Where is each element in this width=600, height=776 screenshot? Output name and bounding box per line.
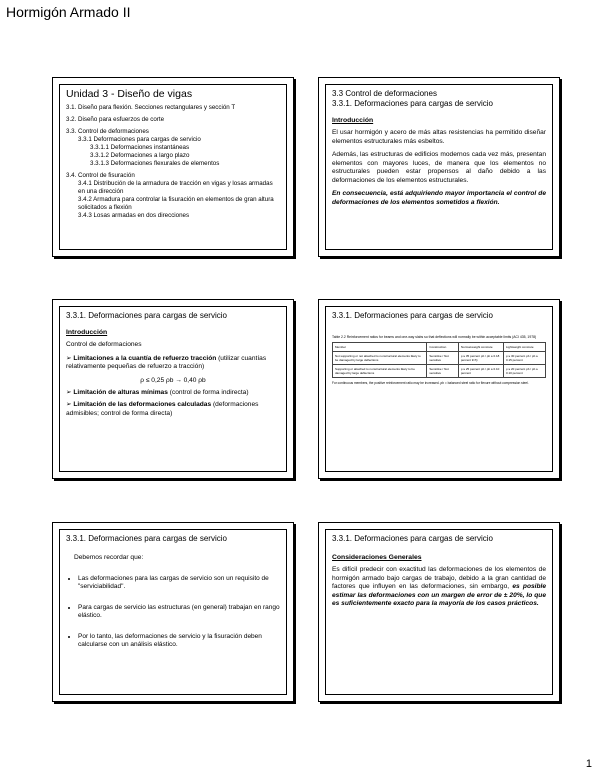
slide-content (325, 529, 553, 695)
table-cell: ρ ≤ 35 percent ρb / ρb ≤ 0.18 percent fc'/fy (458, 352, 503, 365)
toc-item: 3.3.1.2 Deformaciones a largo plazo (90, 152, 190, 159)
bullet-item (66, 401, 280, 418)
paragraph: Además, las estructuras de edificios modernos cada vez más, presentan elementos con mayores luces, de manera que los elementos no estructurales pueden estar propensos al daño debido a las deformaciones de los elementos estructurales. (332, 151, 546, 184)
slide-content (325, 84, 553, 250)
bullet-list (66, 575, 280, 650)
slide-heading: 3.3.1. Deformaciones para cargas de servicio (332, 311, 493, 320)
slide-heading: 3.3.1. Deformaciones para cargas de servicio (332, 534, 493, 543)
table-cell: Supporting or attached to nonstructural elements likely to be damaged by large deflections (333, 365, 427, 378)
bullet-rest: (control de forma indirecta) (167, 388, 249, 396)
slide-content (325, 306, 553, 472)
bullet-bold: Limitación de las deformaciones calculadas (73, 401, 212, 408)
arrow-bullet-icon: ➢ (66, 401, 74, 408)
bullet-rest: (deformaciones admisibles; control de forma directa) (66, 401, 259, 417)
section-title: Introducción (66, 329, 108, 336)
slide-1 (52, 77, 294, 257)
bullet-item (66, 355, 280, 372)
arrow-bullet-icon: ➢ (66, 388, 74, 396)
intro-text: Debemos recordar que: (74, 554, 144, 561)
list-item: • Las deformaciones para las cargas de servicio son un requisito de "serviciabilidad". (78, 575, 280, 592)
table-caption: Table 2.2 Reinforcement ratios for beams and one-way slabs so that deflections will normally be within acceptable limits (ACI 435, 1978) (332, 335, 537, 339)
table-cell: ρ ≤ 30 percent ρb / ρb ≤ 0.15 percent (503, 352, 545, 365)
slide-heading: 3.3.1. Deformaciones para cargas de servicio (66, 534, 227, 543)
bullet-bold: Limitación de alturas mínimas (73, 388, 168, 396)
slide-5 (52, 522, 294, 702)
document-title: Hormigón Armado II (6, 4, 131, 20)
toc-item: 3.4. Control de fisuración (66, 172, 135, 179)
bullet-item (66, 389, 280, 398)
section-title: Consideraciones Generales (332, 554, 422, 561)
slide-heading: 3.3.1. Deformaciones para cargas de servicio (66, 311, 227, 320)
column-header: Lightweight concrete (503, 343, 545, 352)
toc-item: 3.3.1 Deformaciones para cargas de servicio (78, 136, 201, 143)
table-cell: ρ ≤ 25 percent ρb / ρb ≤ 0.10 percent (458, 365, 503, 378)
slide-subheading: 3.3.1. Deformaciones para cargas de servicio (332, 99, 493, 108)
arrow-bullet-icon: ➢ (66, 354, 74, 362)
table-header-row (333, 343, 546, 352)
slide-4 (318, 299, 560, 479)
toc-item: 3.3.1.3 Deformaciones flexurales de elementos (90, 160, 220, 167)
table-cell: Sensitive / Not sensitive (427, 365, 458, 378)
toc-item: 3.4.3 Losas armadas en dos direcciones (78, 212, 190, 219)
column-header: Normal-weight concrete (458, 343, 503, 352)
formula: ρ ≤ 0,25 ρb → 0,40 ρb (140, 376, 206, 384)
table-row (333, 352, 546, 365)
table-cell: Sensitive / Not sensitive (427, 352, 458, 365)
toc-item: 3.2. Diseño para esfuerzos de corte (66, 116, 165, 123)
emphasis-paragraph: En consecuencia, está adquiriendo mayor importancia el control de deformaciones de los elementos sometidos a flexión. (332, 190, 546, 206)
slide-6 (318, 522, 560, 702)
slide-heading: 3.3 Control de deformaciones (332, 89, 437, 98)
page-number: 1 (585, 758, 592, 770)
column-header: Construction (427, 343, 458, 352)
table-of-contents (66, 104, 280, 220)
slide-2 (318, 77, 560, 257)
reinforcement-table (332, 342, 546, 378)
slide-3 (52, 299, 294, 479)
toc-item: 3.4.1 Distribución de la armadura de tracción en vigas y losas armadas en una dirección (78, 180, 273, 195)
table-note: For continuous members, the positive reinforcement ratio may be increased. ρb = balanced steel ratio for flexure without compression steel. (332, 381, 529, 385)
slide-content (59, 84, 287, 250)
table-cell: Not supporting or not attached to nonstructural elements likely to be damaged by large deflections (333, 352, 427, 365)
slide-title: Unidad 3 - Diseño de vigas (66, 88, 193, 100)
slide-content (59, 306, 287, 472)
slide-content (59, 529, 287, 695)
toc-item: 3.4.2 Armadura para controlar la fisuración en elementos de gran altura solicitados a flexión (78, 196, 274, 211)
bullet-rest: (utilizar cuantías relativamente pequeñas de refuerzo a tracción) (66, 354, 267, 370)
list-item: • Por lo tanto, las deformaciones de servicio y la fisuración deben calcularse con un análisis elástico. (78, 633, 280, 650)
column-header: Member (333, 343, 427, 352)
paragraph (332, 566, 546, 609)
table-cell: ρ ≤ 20 percent ρb / ρb ≤ 0.10 percent (503, 365, 545, 378)
subtitle: Control de deformaciones (66, 341, 142, 348)
bullet-bold: Limitaciones a la cuantía de refuerzo tracción (73, 354, 217, 362)
paragraph-plain: Es difícil predecir con exactitud las deformaciones de los elementos de hormigón armado bajo cargas de trabajo, debido a la gran cantidad de factores que influyen en las deformaciones, sin embargo, (332, 566, 546, 590)
toc-item: 3.3.1.1 Deformaciones instantáneas (90, 144, 190, 151)
toc-item: 3.3. Control de deformaciones (66, 128, 149, 135)
list-item: • Para cargas de servicio las estructuras (en general) trabajan en rango elástico. (78, 604, 280, 621)
toc-item: 3.1. Diseño para flexión. Secciones rectangulares y sección T (66, 104, 236, 111)
table-row (333, 365, 546, 378)
paragraph: El usar hormigón y acero de más altas resistencias ha permitido diseñar elementos estructurales más esbeltos. (332, 129, 546, 145)
paragraph-emphasis: es posible estimar las deformaciones con un margen de error de ± 20%, lo que es suficientemente exacto para la mayoría de los casos prácticos. (332, 583, 547, 607)
section-title: Introducción (332, 117, 374, 124)
